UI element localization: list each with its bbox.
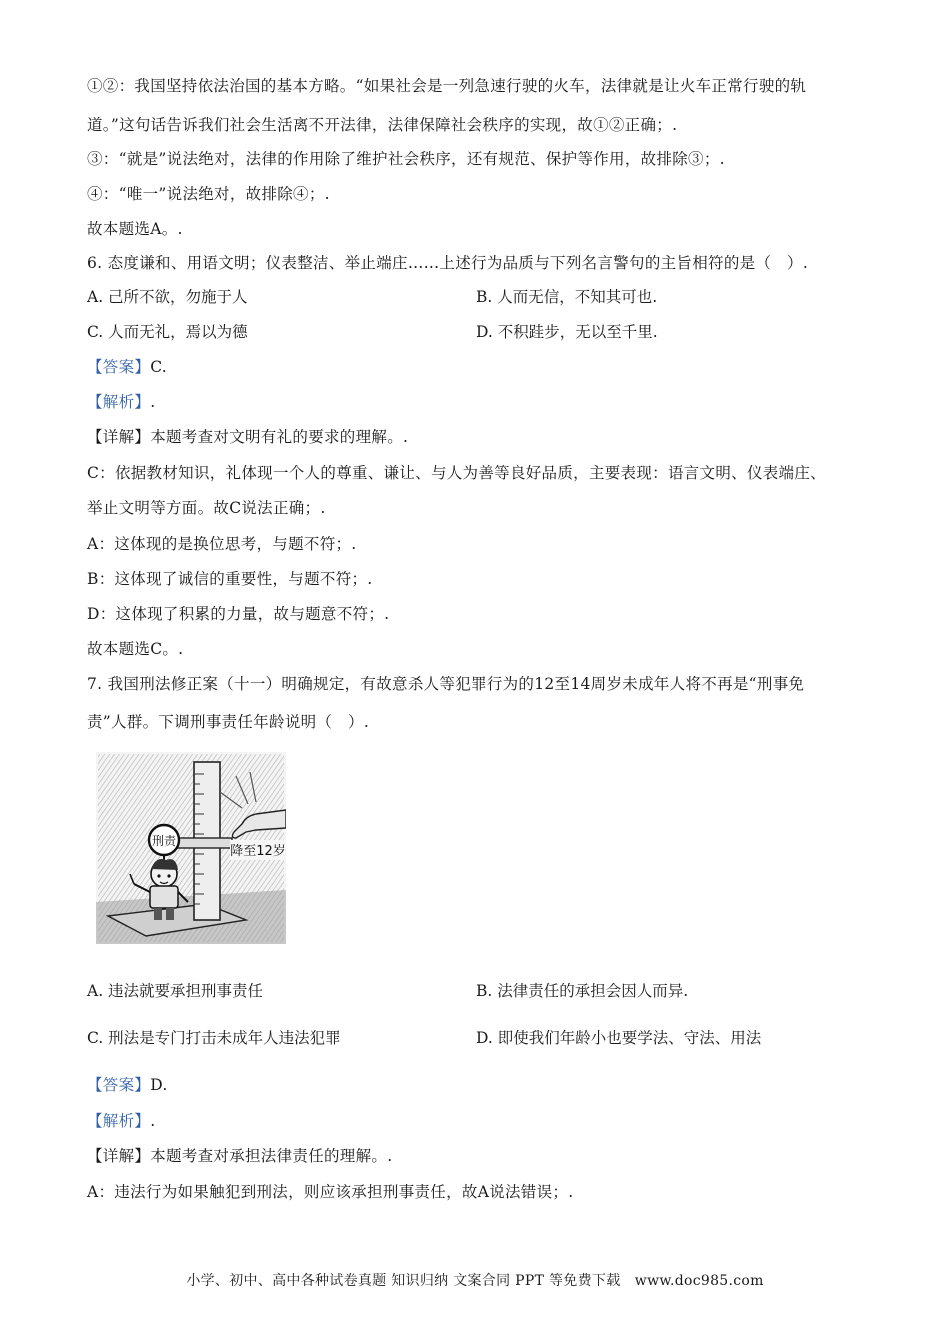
q7-option-a: A. 违法就要承担刑事责任	[87, 982, 264, 1000]
q6-analysis: 【解析】.	[87, 393, 156, 411]
text-line: ③：“就是”说法绝对，法律的作用除了维护社会秩序，还有规范、保护等作用，故排除③；.	[87, 150, 725, 168]
answer-value: C.	[150, 358, 168, 376]
sign-text: 降至12岁	[230, 844, 286, 859]
answer-value: D.	[150, 1076, 168, 1094]
text-line: C：依据教材知识，礼体现一个人的尊重、谦让、与人为善等良好品质，主要表现：语言文明、仪表端庄、	[87, 464, 826, 482]
q7-line-a: A：违法行为如果触犯到刑法，则应该承担刑事责任，故A说法错误；.	[87, 1183, 574, 1201]
q6-option-a: A. 己所不欲，勿施于人	[87, 288, 248, 306]
text-line: A：这体现的是换位思考，与题不符；.	[87, 535, 357, 553]
question-7-stem: 7. 我国刑法修正案（十一）明确规定，有故意杀人等犯罪行为的12至14周岁未成年人将不再是“刑事免	[87, 675, 805, 693]
q6-option-c: C. 人而无礼，焉以为德	[87, 323, 248, 341]
text-line: B：这体现了诚信的重要性，与题不符；.	[87, 570, 373, 588]
text-line: 故本题选C。.	[87, 640, 184, 658]
analysis-label: 【解析】	[87, 1112, 151, 1130]
text-line: 举止文明等方面。故C说法正确；.	[87, 499, 326, 517]
text-line: 故本题选A。.	[87, 220, 183, 238]
text-line: D：这体现了积累的力量，故与题意不符；.	[87, 605, 390, 623]
page-footer: 小学、初中、高中各种试卷真题 知识归纳 文案合同 PPT 等免费下载 www.doc985.com	[186, 1273, 764, 1289]
text-line: ④：“唯一”说法绝对，故排除④；.	[87, 185, 330, 203]
q7-answer	[87, 1075, 168, 1095]
q6-option-d: D. 不积跬步，无以至千里.	[476, 323, 658, 341]
text-line: ①②：我国坚持依法治国的基本方略。“如果社会是一列急速行驶的火车，法律就是让火车正常行驶的轨	[87, 77, 807, 95]
text-line: 【详解】本题考查对文明有礼的要求的理解。.	[87, 428, 409, 446]
q7-option-b: B. 法律责任的承担会因人而异.	[476, 982, 689, 1000]
q7-analysis: 【解析】.	[87, 1112, 156, 1130]
text-line: 道。”这句话告诉我们社会生活离不开法律，法律保障社会秩序的实现，故①②正确；.	[87, 116, 678, 134]
badge-text: 刑责	[151, 834, 177, 848]
q7-detail: 【详解】本题考查对承担法律责任的理解。.	[87, 1147, 393, 1165]
answer-label: 【答案】	[87, 358, 151, 376]
analysis-label: 【解析】	[87, 393, 151, 411]
answer-label: 【答案】	[87, 1076, 151, 1094]
q7-option-c: C. 刑法是专门打击未成年人违法犯罪	[87, 1029, 341, 1047]
q6-answer	[87, 357, 167, 377]
text-line: 责”人群。下调刑事责任年龄说明（ ）.	[87, 713, 370, 731]
q6-option-b: B. 人而无信，不知其可也.	[476, 288, 658, 306]
question-6-stem: 6. 态度谦和、用语文明；仪表整洁、举止端庄……上述行为品质与下列名言警句的主旨相符的是（ ）.	[87, 254, 809, 272]
cartoon-figure	[96, 752, 286, 944]
q7-option-d: D. 即使我们年龄小也要学法、守法、用法	[476, 1029, 762, 1047]
